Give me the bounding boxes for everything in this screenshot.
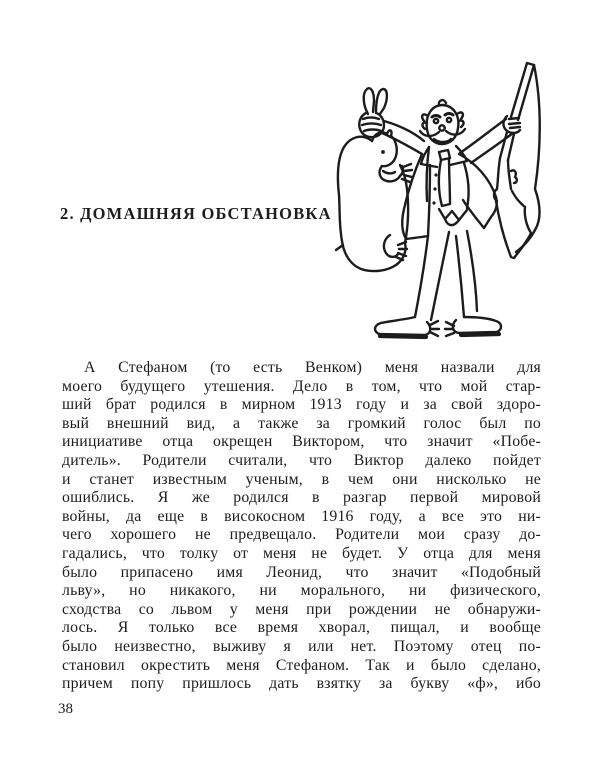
animal-ears xyxy=(364,88,374,114)
shotgun-action xyxy=(497,158,511,189)
hunter-right-arm xyxy=(460,119,506,153)
paragraph-line: А Стефаном (то есть Венком) меня назвали для xyxy=(84,359,541,376)
animal-head xyxy=(372,130,397,166)
paragraph-line: было неизвестно, выживу я или нет. Поэтому отец по- xyxy=(62,637,541,655)
paragraph-line: моего будущего утешения. Дело в том, что мой стар- xyxy=(62,377,541,395)
paragraph-line: и станет известным ученым, в чем они нисколько не xyxy=(62,470,541,488)
animal-tail xyxy=(336,245,343,250)
paragraph-line: гадались, что толку от меня не будет. У отца для меня xyxy=(62,544,541,562)
paragraph-line: инициативе отца окрещен Виктором, что значит «Побе- xyxy=(62,433,541,451)
section-heading: 2. ДОМАШНЯЯ ОБСТАНОВКА xyxy=(60,204,332,223)
paragraph-line: было припасено имя Леонид, что значит «Подобный xyxy=(62,563,541,581)
page-number: 38 xyxy=(58,701,73,717)
paragraph-line: вый внешний вид, а также за громкий голос был по xyxy=(62,414,541,432)
paragraph-line: чего хорошего не предвещало. Родители мои сразу до- xyxy=(62,526,541,544)
spur xyxy=(445,322,454,336)
paragraph-line: лось. Я только все время хворал, пищал, и вообще xyxy=(62,619,541,637)
mustache xyxy=(446,129,465,135)
animal-ears xyxy=(376,89,387,114)
paragraph-line: дитель». Родители считали, что Виктор далеко пойдет xyxy=(62,451,541,469)
paragraph-line: причем попу пришлось дать взятку за букву «ф», ибо xyxy=(62,675,541,693)
hunter-legs xyxy=(415,236,428,317)
left-shoe xyxy=(375,317,430,335)
tie xyxy=(439,158,450,206)
paragraph-line: ошиблись. Я же родился в разгар первой мировой xyxy=(62,489,541,507)
paragraph-line: ший брат родился в мирном 1913 году и за свой здоро- xyxy=(62,396,541,414)
hunter-drawing-icon xyxy=(330,58,575,350)
spur xyxy=(430,321,439,336)
mustache xyxy=(420,131,439,136)
hunter-illustration xyxy=(330,58,575,350)
right-shoe xyxy=(453,317,501,333)
shotgun-barrels xyxy=(511,63,534,120)
paragraph xyxy=(62,359,541,694)
paragraph-line: сходства со львом у меня при рождении не обнаружи- xyxy=(62,600,541,618)
shotgun-stock xyxy=(496,191,531,258)
paragraph-line: войны, да еще в високосном 1916 году, а все это ни- xyxy=(62,507,541,525)
paragraph-line: льву», но никакого, ни морального, ни физического, xyxy=(62,582,541,600)
paragraph-line: становил окрестить меня Стефаном. Так и было сделано, xyxy=(62,656,541,674)
